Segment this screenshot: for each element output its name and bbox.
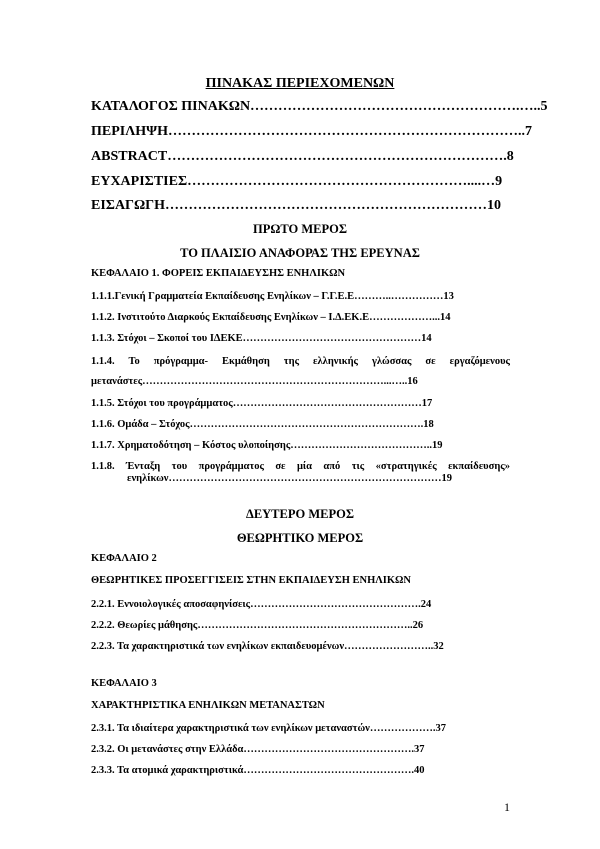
- toc-entry-abstract: ABSTRACT……………………………………………………………….8: [91, 149, 514, 164]
- toc-title: ΠΙΝΑΚΑΣ ΠΕΡΙΕΧΟΜΕΝΩΝ: [205, 76, 395, 91]
- toc-entry-1-1-5: 1.1.5. Στόχοι του προγράμματος………………………………………………17: [91, 398, 433, 409]
- part1-subtitle: ΤΟ ΠΛΑΙΣΙΟ ΑΝΑΦΟΡΑΣ ΤΗΣ ΕΡΕΥΝΑΣ: [180, 246, 420, 260]
- part2-title: ΔΕΥΤΕΡΟ ΜΕΡΟΣ: [245, 507, 355, 521]
- toc-entry-1-1-6: 1.1.6. Ομάδα – Στόχος………………………………………………………….18: [91, 419, 434, 430]
- part1-title: ΠΡΩΤΟ ΜΕΡΟΣ: [253, 222, 347, 236]
- chapter3-title: ΧΑΡΑΚΤΗΡΙΣΤΙΚΑ ΕΝΗΛΙΚΩΝ ΜΕΤΑΝΑΣΤΩΝ: [91, 700, 325, 711]
- toc-entry-acknowledgements: ΕΥΧΑΡΙΣΤΙΕΣ……………………………………………………....…9: [91, 174, 503, 189]
- toc-entry-2-3-1: 2.3.1. Τα ιδιαίτερα χαρακτηριστικά των ενηλίκων μεταναστών……………….37: [91, 723, 446, 734]
- toc-entry-list-of-tables: ΚΑΤΑΛΟΓΟΣ ΠΙΝΑΚΩΝ………………………………………………….…..5: [91, 99, 548, 114]
- chapter3-heading: ΚΕΦΑΛΑΙΟ 3: [91, 678, 157, 689]
- toc-entry-1-1-4-line1: 1.1.4. Το πρόγραμμα- Εκμάθηση της ελληνικής γλώσσας σε εργαζόμενους: [91, 356, 510, 367]
- toc-entry-1-1-2: 1.1.2. Ινστιτούτο Διαρκούς Εκπαίδευσης Ενηλίκων – Ι.Δ.ΕΚ.Ε………………...14: [91, 312, 451, 323]
- toc-entry-1-1-7: 1.1.7. Χρηματοδότηση – Κόστος υλοποίησης…………………………………..19: [91, 440, 443, 451]
- toc-entry-1-1-8-line2: ενηλίκων……………………………………………………………………19: [127, 473, 452, 484]
- toc-entry-1-1-4-line2: μετανάστες……………………………………………………………...…..16: [91, 376, 418, 387]
- chapter1-heading: ΚΕΦΑΛΑΙΟ 1. ΦΟΡΕΙΣ ΕΚΠΑΙΔΕΥΣΗΣ ΕΝΗΛΙΚΩΝ: [91, 268, 346, 279]
- toc-entry-summary: ΠΕΡΙΛΗΨΗ…………………………………………………………………..7: [91, 124, 532, 139]
- toc-entry-introduction: ΕΙΣΑΓΩΓΗ……………………………………………………………10: [91, 198, 501, 213]
- page-number: 1: [504, 800, 510, 814]
- toc-entry-1-1-8-line1: 1.1.8. Ένταξη του προγράμματος σε μία από τις «στρατηγικές εκπαίδευσης»: [91, 461, 510, 472]
- toc-entry-2-2-2: 2.2.2. Θεωρίες μάθησης……………………………………………………..26: [91, 620, 424, 631]
- toc-entry-2-3-3: 2.3.3. Τα ατομικά χαρακτηριστικά………………………………………….40: [91, 765, 425, 776]
- chapter2-heading: ΚΕΦΑΛΑΙΟ 2: [91, 553, 157, 564]
- chapter2-title: ΘΕΩΡΗΤΙΚΕΣ ΠΡΟΣΕΓΓΙΣΕΙΣ ΣΤΗΝ ΕΚΠΑΙΔΕΥΣΗ ΕΝΗΛΙΚΩΝ: [91, 575, 412, 586]
- toc-entry-1-1-3: 1.1.3. Στόχοι – Σκοποί του ΙΔΕΚΕ……………………………………………14: [91, 333, 432, 344]
- toc-entry-1-1-1: 1.1.1.Γενική Γραμματεία Εκπαίδευσης Ενηλίκων – Γ.Γ.Ε.Ε………..……………13: [91, 291, 454, 302]
- toc-entry-2-2-3: 2.2.3. Τα χαρακτηριστικά των ενηλίκων εκπαιδευομένων……………………..32: [91, 641, 444, 652]
- part2-subtitle: ΘΕΩΡΗΤΙΚΟ ΜΕΡΟΣ: [236, 531, 364, 545]
- toc-entry-2-2-1: 2.2.1. Εννοιολογικές αποσαφηνίσεις………………………………………….24: [91, 599, 432, 610]
- toc-entry-2-3-2: 2.3.2. Οι μετανάστες στην Ελλάδα………………………………………….37: [91, 744, 425, 755]
